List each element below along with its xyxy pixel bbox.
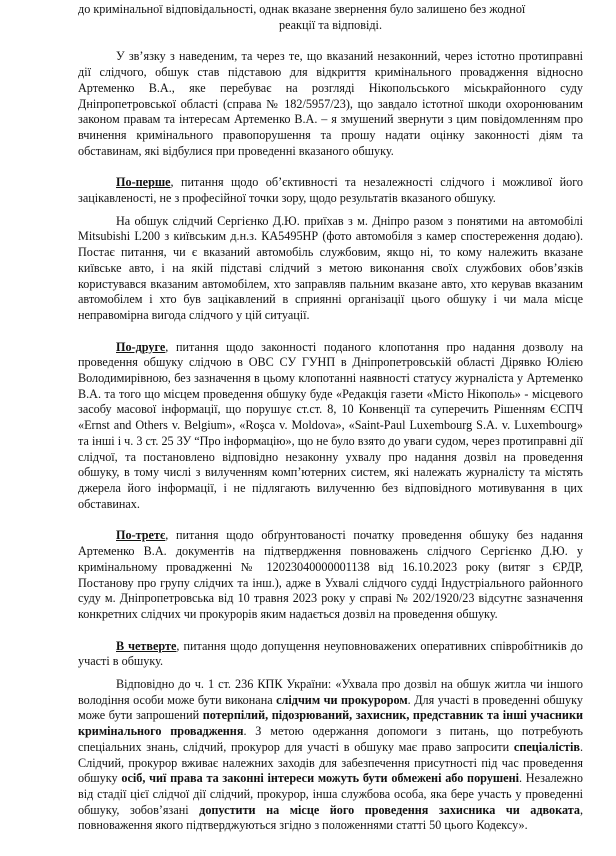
- quote-bold-investigator: слідчим чи прокурором: [276, 692, 408, 707]
- document-page: [78, 2, 583, 834]
- quote-part-d: . З метою одержання допомоги з питань, що потребують спеціальних знань, слідчий, прокурор для участі в обшуку має право запросити: [78, 724, 583, 754]
- paragraph-second-point: [78, 340, 583, 513]
- quote-part-e: . Слідчий, прокурор вживає належних заходів для забезпечення присутності під час проведення обшуку: [78, 739, 583, 786]
- paragraph-article-236: [78, 677, 583, 834]
- second-point-heading: По-друге: [116, 339, 166, 354]
- paragraph-first-point: [78, 175, 583, 206]
- second-point-text: , питання щодо законності поданого клопотання про надання дозволу на проведення обшуку слідчою в ОВС СУ ГУНП в Дніпропетровській області Дірявко Юлією Володимирівною, без зазначення в цьому клопотанні наявності статусу журналіста у Артеменко В.А. та того що місцем проведення обшуку буде «Редакція газети «Місто Нікополь» - місцевого засобу масової інформації, що порушує ст.ст. 8, 10 Конвенції та суперечить Рішенням ЄСПЧ «Ernst and Others v. Belgium», «Roşca v. Moldova», «Saint-Paul Luxembourg S.A. v. Luxembourg» та інші і ч. 3 ст. 25 ЗУ “Про інформацію», що не було взято до уваги судом, через протиправні дії слідчої, та постановлено відповідно незаконну ухвалу про надання дозвіл на проведення обшуку, в тому числі з вилученням комп’ютерних систем, які належать журналісту та містять джерела його інформації, і не підлягають вилученню без відповідного мотивування в цих обставинах.: [78, 339, 583, 511]
- third-point-text: , питання щодо обґрунтованості початку проведення обшуку без надання Артеменко В.А. документів на підтвердження повноважень слідчого Сергієнко Д.Ю. у кримінальному провадженні № 12023040000001138 від 16.10.2023 року (витяг з ЄРДР, Постанову про групу слідчих та інш.), адже в Ухвалі слідчого судді Індустріального районного суду м. Дніпропетровська від 10 травня 2023 року у справі № 202/1920/23 відсутнє зазначення конкретних слідчих чи прокурорів яким надається дозвіл на проведення обшуку.: [78, 528, 583, 621]
- quote-bold-specialists: спеціалістів: [513, 739, 580, 754]
- quote-bold-participants: потерпілий, підозрюваний, захисник, представник та інші учасники кримінального провадження: [78, 708, 583, 739]
- quote-part-c: . Для участі в проведенні обшуку може бути запрошений: [78, 692, 583, 723]
- quote-bold-persons: осіб, чиї права та законні інтереси можуть бути обмежені або порушені: [121, 771, 519, 786]
- paragraph-1-continued: [78, 2, 583, 33]
- first-point-heading: По-перше: [116, 175, 171, 190]
- quote-part-g: , повноваження якого підтверджуються згідно з положеннями статті 50 цього Кодексу».: [78, 802, 584, 833]
- first-point-text: , питання щодо об’єктивності та незалежності слідчого і можливої його зацікавленості, не з професійної точки зору, щодо результатів вказаного обшуку.: [78, 175, 583, 206]
- paragraph-fourth-point: [78, 639, 583, 670]
- paragraph-third-point: [78, 528, 583, 622]
- paragraph-2: У зв’язку з наведеним, та через те, що вказаний незаконний, через істотно протиправні дії слідчого, обшук став підставою для відкриття кримінального провадження відносно Артеменко В.А., яке перебуває на розгляді Нікопольського міськрайонного суду Дніпропетровської області (справа № 182/5957/23), що завдало істотної шкоди охоронюваним законом правам та інтересам Артеменко В.А. – я змушений звернути з цим повідомленням про вчинення кримінального правопорушення та прошу надати оцінку законності діям та обставинам, які відбулися при проведенні вказаного обшуку.: [78, 49, 583, 158]
- quote-part-a: Відповідно до ч. 1 ст. 236 КПК України: «Ухвала про дозвіл на обшук житла чи іншого володіння особи може бути виконана: [78, 677, 583, 707]
- quote-bold-defender: допустити на місце його проведення захисника чи адвоката: [199, 802, 580, 817]
- paragraph-vehicle: На обшук слідчий Сергієнко Д.Ю. приїхав з м. Дніпро разом з понятими на автомобілі Mitsubishi L200 з київським д.н.з. КА5495НР (фото автомобіля з камер спостереження додаю). Постає питання, чи є вказаний автомобіль службовим, якщо ні, то кому належить вказане київське авто, і на якій підставі слідчий з метою виконання своїх службових обов’язків користувався вказаним автомобілем, хто заправляв пальним вказане авто, хто керував вказаним автомобілем і хто був зацікавлений в сприянні організації цього обшуку і чи мала місце неправомірна вигода слідчого у цій ситуації.: [78, 213, 583, 322]
- fourth-point-heading: В четверте: [116, 638, 177, 653]
- quote-part-f: . Незалежно від стадії цієї слідчої дії слідчий, прокурор, інша службова особа, яка бере участь у проведенні обшуку, зобов’язані: [78, 771, 583, 817]
- fourth-point-text: , питання щодо допущення неуповноважених оперативних співробітників до участі в обшуку.: [78, 638, 583, 669]
- third-point-heading: По-третє: [116, 528, 166, 543]
- paragraph-1-line-1: до кримінальної відповідальності, однак вказане звернення було залишено без жодної: [78, 2, 526, 16]
- paragraph-1-line-2: реакції та відповіді.: [279, 17, 382, 32]
